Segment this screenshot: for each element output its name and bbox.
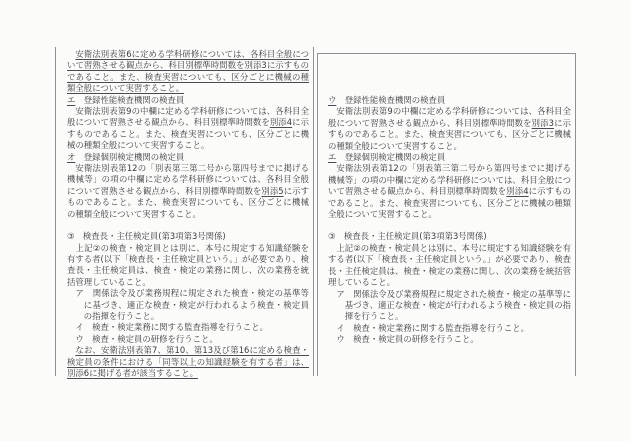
- sub-item-i: [328, 323, 571, 334]
- amended-opening-paragraph: [67, 49, 309, 95]
- column-left-amended-text: [55, 47, 314, 376]
- text: 安衛法別表第12の「別表第三第二号から第四号までに掲げる機械等」の項の中欄に定める学科研修については、各科目全般について習熟させる観点から、科目別標準時間数を: [67, 163, 309, 196]
- nao-paragraph: [67, 345, 309, 379]
- item-e-heading: [67, 95, 309, 106]
- item-o-heading: [67, 152, 309, 163]
- text: 安衛法別表第12の「別表第三第二号から第四号までに掲げる機械等」の項の中欄に定める学科研修については、科目全般について習熟させる観点から、科目別標準時間数を: [328, 163, 571, 197]
- item-e-heading: [328, 152, 571, 163]
- underlined-text: エ: [67, 94, 76, 105]
- sub-item-a: [328, 289, 571, 323]
- item-o-paragraph: [67, 163, 309, 220]
- text: 上記②の検査・検定員とは別に、本号に規定する知識経験を有する者(以下「検査長・主任検定員という。」が必要であり、検査長・主任検定員は、検査・検定の業務に関し、次の業務を統括管理していること。: [67, 242, 309, 287]
- underlined-text: 別添5: [261, 185, 284, 196]
- sub-item-u: [67, 334, 309, 345]
- text: ウ 検査・検定員の研修を行うこと。: [336, 334, 479, 345]
- section-3-heading: [328, 231, 571, 242]
- text: に示すものであること。また、検査実習についても、区分ごとに機械の種類全般について実習すること。: [328, 117, 571, 151]
- underlined-text: 別添4: [506, 186, 529, 197]
- text: 登録性能検査機関の検査員: [336, 95, 446, 105]
- text: ア 関係法令及び業務規程に規定された検査・検定の基準等に基づき、適正な検査・検定が行われるよう検査・検定員の指揮を行うこと。: [75, 288, 309, 321]
- item-e-paragraph: [328, 163, 571, 220]
- text: 上記②の検査・検定員とは別に、本号に規定する知識経験を有する者(以下「検査長・主任検定員という。」が必要であり、検査長・主任検定員は、検査・検定の業務に関し、次の業務を統括管理していること。: [328, 242, 571, 288]
- text: に示すものであること。また、検査実習についても、区分ごとに機械の種類全般について実習すること。: [328, 186, 572, 220]
- underlined-text: 安衛法別表第6に定める学科研修については、各科目全般について習熟させる観点から、科目別標準時間数を別添3に示すものであること。また、検査実習についても、区分ごとに機械の種類全般について実習すること。: [67, 49, 309, 94]
- underlined-text: ウ: [328, 95, 337, 105]
- text: 登録個別検定機関の検定員: [336, 152, 446, 163]
- text: に示すものであること。また、検査実習についても、区分ごとに機械の種類全般について実習すること。: [67, 185, 309, 219]
- item-u-heading: [328, 95, 571, 106]
- text: イ 検査・検定業務に関する監査指導を行うこと。: [336, 322, 530, 333]
- item-u-paragraph: [328, 106, 571, 152]
- text: ③ 検査長・主任検定員(第3項第3号関係): [328, 231, 487, 242]
- text: イ 検査・検定業務に関する監査指導を行うこと。: [75, 322, 269, 333]
- underlined-text: エ: [328, 152, 337, 163]
- section-3-paragraph: [328, 243, 571, 289]
- text: 安衛法別表第9の中欄に定める学科研修については、各科目全般について習熟させる観点から、科目別標準時間数を: [67, 106, 309, 128]
- section-3-heading: [67, 231, 309, 242]
- underlined-text: オ: [67, 151, 76, 162]
- text: 登録個別検定機関の検定員: [75, 151, 185, 162]
- text: ③ 検査長・主任検定員(第3項第3号関係): [67, 231, 226, 242]
- sub-item-i: [67, 322, 309, 333]
- text: ア 関係法令及び業務規程に規定された検査・検定の基準等に基づき、適正な検査・検定が行われるよう検査・検定員の指揮を行うこと。: [336, 288, 571, 322]
- sub-item-a: [67, 288, 309, 322]
- text: ウ 検査・検定員の研修を行うこと。: [75, 333, 218, 344]
- text: に示すものであること。また、検査実習についても、区分ごとに機械の種類全般について実習すること。: [67, 117, 309, 151]
- underlined-text: なお、安衛法別表第7、第10、第13及び第16に定める検査・検定員の条件における「同等以上の知識経験を有する者」は、別添6に掲げる者が該当すること。: [67, 345, 309, 378]
- item-e-paragraph: [67, 106, 309, 152]
- underlined-text: 別添3: [531, 117, 554, 128]
- sub-item-u: [328, 334, 571, 345]
- text: 登録性能検査機関の検査員: [75, 94, 185, 105]
- section-3-paragraph: [67, 243, 309, 289]
- column-right-previous-text: [317, 53, 576, 376]
- underlined-text: 別添4: [269, 117, 293, 128]
- text: 安衛法別表第9の中欄に定める学科研修については、各科目全般について習熟させる観点から、科目別標準時間数を: [328, 106, 571, 128]
